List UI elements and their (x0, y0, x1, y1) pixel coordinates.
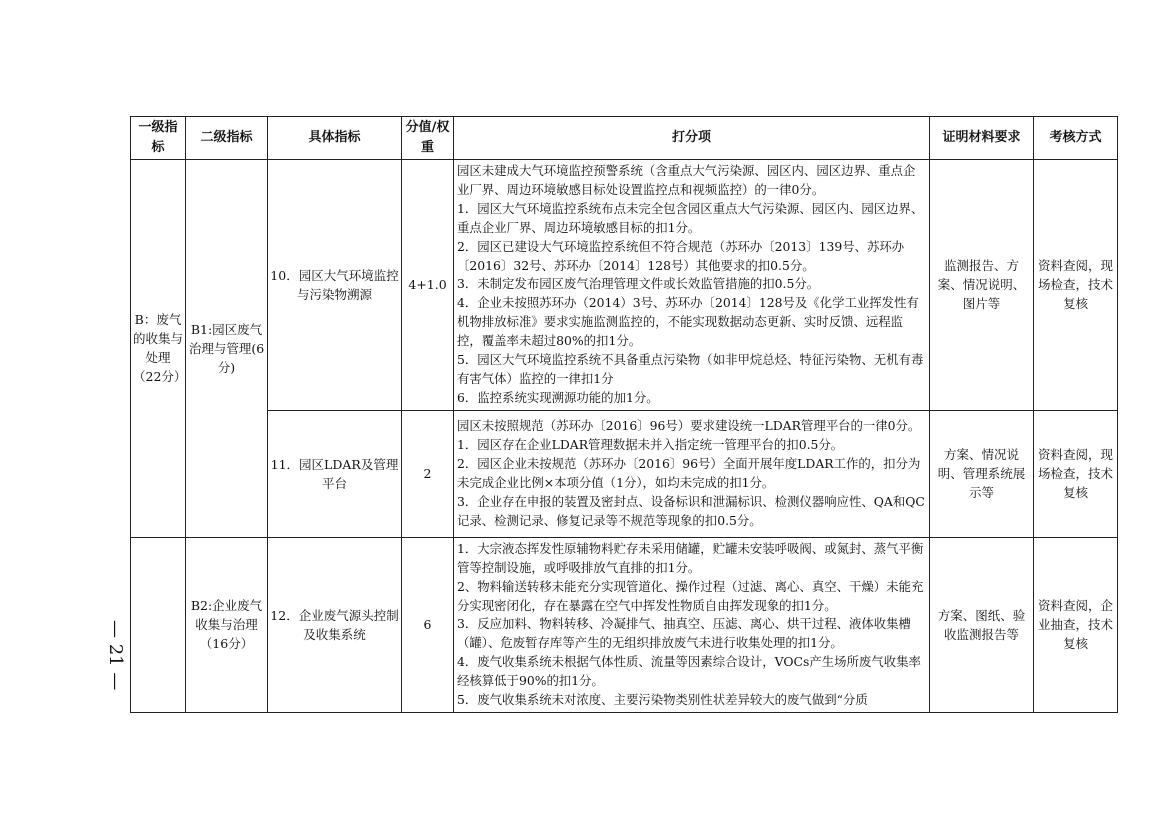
score-item: 1．园区存在企业LDAR管理数据未并入指定统一管理平台的扣0.5分。 (457, 436, 844, 452)
header-items: 打分项 (454, 117, 930, 160)
method-cell: 资料查阅，现场检查，技术复核 (1034, 160, 1118, 411)
score-item: 2、物料输送转移未能充分实现管道化、操作过程（过滤、离心、真空、干燥）未能充分实现密闭化，存在暴露在空气中挥发性物质自由挥发现象的扣1分。 (457, 578, 924, 613)
score-item: 6．监控系统实现溯源功能的加1分。 (457, 389, 659, 405)
table-row (131, 160, 1118, 411)
score-items-cell (454, 537, 930, 712)
evidence-cell: 监测报告、方案、情况说明、图片等 (930, 160, 1034, 411)
specific-cell: 11．园区LDAR及管理平台 (268, 410, 402, 537)
level2-cell: B1:园区废气治理与管理(6分) (186, 160, 268, 538)
score-items-cell (454, 160, 930, 411)
table-row (131, 537, 1118, 712)
specific-cell: 10．园区大气环境监控与污染物溯源 (268, 160, 402, 411)
header-specific: 具体指标 (268, 117, 402, 160)
score-item: 2．园区已建设大气环境监控系统但不符合规范（苏环办〔2013〕139号、苏环办〔2016〕32号、苏环办〔2014〕128号）其他要求的扣0.5分。 (457, 238, 905, 273)
evidence-cell: 方案、情况说明、管理系统展示等 (930, 410, 1034, 537)
score-item: 3．未制定发布园区废气治理管理文件或长效监管措施的扣0.5分。 (457, 276, 820, 292)
method-cell: 资料查阅，企业抽查，技术复核 (1034, 537, 1118, 712)
score-item: 1．大宗液态挥发性原辅物料贮存未采用储罐，贮罐未安装呼吸阀、或氮封、蒸气平衡管等控制设施，或呼吸排放气直排的扣1分。 (457, 540, 924, 575)
header-level1: 一级指标 (131, 117, 186, 160)
evaluation-table-container (130, 116, 1118, 713)
page-number: — 21 — (105, 620, 126, 691)
score-item: 5．废气收集系统未对浓度、主要污染物类别性状差异较大的废气做到“分质 (457, 692, 868, 708)
score-cell: 4+1.0 (402, 160, 454, 411)
level2-cell: B2:企业废气收集与治理（16分） (186, 537, 268, 712)
header-evidence: 证明材料要求 (930, 117, 1034, 160)
header-method: 考核方式 (1034, 117, 1118, 160)
header-score: 分值/权重 (402, 117, 454, 160)
evidence-cell: 方案、图纸、验收监测报告等 (930, 537, 1034, 712)
score-item: 4．废气收集系统未根据气体性质、流量等因素综合设计，VOCs产生场所废气收集率经核算低于90%的扣1分。 (457, 654, 921, 689)
score-item: 园区未按照规范（苏环办〔2016〕96号）要求建设统一LDAR管理平台的一律0分。 (457, 418, 921, 434)
score-item: 5．园区大气环境监控系统不具备重点污染物（如非甲烷总烃、特征污染物、无机有毒有害气体）监控的一律扣1分 (457, 352, 924, 386)
specific-cell: 12．企业废气源头控制及收集系统 (268, 537, 402, 712)
score-cell: 2 (402, 410, 454, 537)
score-item: 3．反应加料、物料转移、冷凝排气、抽真空、压滤、离心、烘干过程、液体收集槽（罐）、危废暂存库等产生的无组织排放废气未进行收集处理的扣1分。 (457, 616, 911, 651)
score-item: 1．园区大气环境监控系统布点未完全包含园区重点大气污染源、园区内、园区边界、重点企业厂界、周边环境敏感目标的扣1分。 (457, 200, 924, 235)
header-level2: 二级指标 (186, 117, 268, 160)
header-row (131, 117, 1118, 160)
score-item: 3．企业存在申报的装置及密封点、设备标识和泄漏标识、检测仪器响应性、QA和QC记录、检测记录、修复记录等不规范等现象的扣0.5分。 (457, 493, 925, 528)
level1-cell: B：废气的收集与处理（22分） (131, 160, 186, 538)
table-row (131, 410, 1118, 537)
score-item: 2．园区企业未按规范（苏环办〔2016〕96号）全面开展年度LDAR工作的，扣分为未完成企业比例×本项分值（1分），如均未完成的扣1分。 (457, 455, 921, 490)
score-item: 园区未建成大气环境监控预警系统（含重点大气污染源、园区内、园区边界、重点企业厂界、周边环境敏感目标处设置监控点和视频监控）的一律0分。 (457, 163, 916, 197)
score-cell: 6 (402, 537, 454, 712)
method-cell: 资料查阅，现场检查，技术复核 (1034, 410, 1118, 537)
evaluation-table (130, 116, 1118, 713)
score-items-cell (454, 410, 930, 537)
score-item: 4．企业未按照苏环办（2014）3号、苏环办〔2014〕128号及《化学工业挥发性有机物排放标准》要求实施监测监控的，不能实现数据动态更新、实时反馈、远程监控，覆盖率未超过80%的扣1分。 (457, 295, 919, 349)
